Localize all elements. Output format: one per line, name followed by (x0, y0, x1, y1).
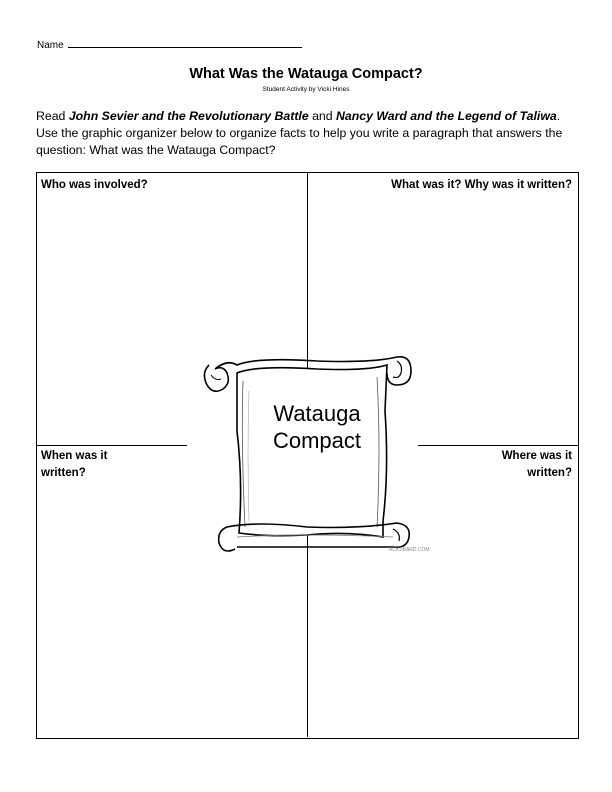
and-word: and (312, 109, 333, 123)
name-field[interactable] (37, 37, 302, 51)
name-blank-line[interactable] (68, 37, 302, 48)
instructions (36, 108, 581, 159)
name-label: Name (37, 40, 64, 51)
period: . (556, 109, 561, 123)
question-who: Who was involved? (41, 179, 148, 191)
page-subtitle: Student Activity by Vicki Hines (262, 86, 350, 93)
question-what-why: What was it? Why was it written? (391, 179, 572, 191)
page-title: What Was the Watauga Compact? (189, 66, 423, 82)
book-title-1: John Sevier and the Revolutionary Battle (68, 109, 309, 123)
horizontal-divider-right (418, 445, 578, 446)
question-where: Where was it written? (501, 450, 572, 479)
scroll-illustration (197, 351, 430, 556)
question-when: When was it written? (41, 450, 108, 479)
instructions-body: Use the graphic organizer below to organize facts to help you write a paragraph that answers the question: What was the Watauga Compact? (36, 126, 563, 157)
scroll-center-text: Watauga Compact (272, 401, 362, 453)
horizontal-divider-left (37, 445, 187, 446)
scroll-watermark: ACKSBARD.COM (389, 547, 430, 553)
book-title-2: Nancy Ward and the Legend of Taliwa (336, 109, 557, 123)
graphic-organizer (36, 172, 579, 739)
read-prefix: Read (36, 109, 66, 123)
